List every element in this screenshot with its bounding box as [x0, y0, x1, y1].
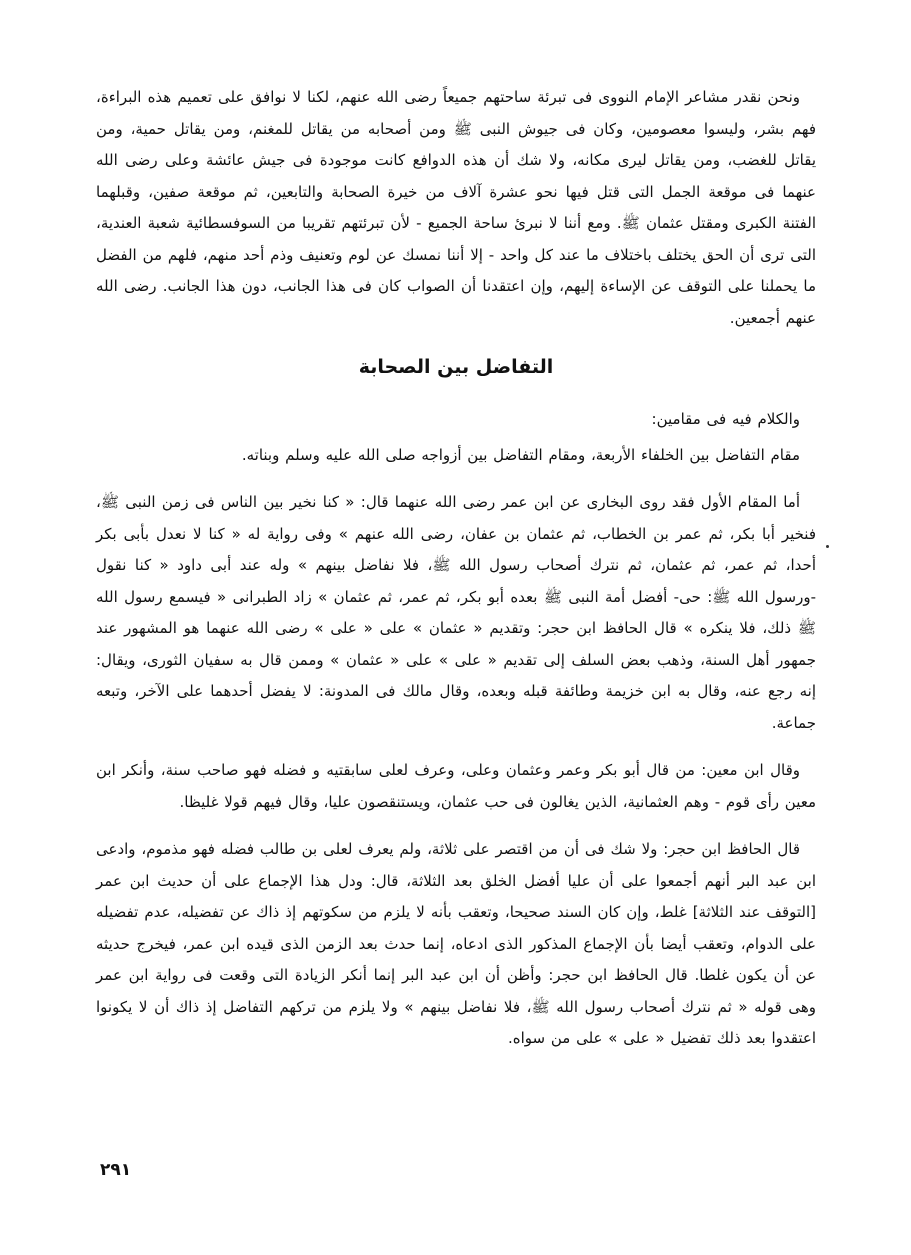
page-number: ٢٩١: [100, 1160, 132, 1180]
page-body: [96, 82, 816, 1071]
section-heading: التفاضل بين الصحابة: [358, 356, 554, 378]
paragraph-first-station: أما المقام الأول فقد روى البخارى عن ابن عمر رضى الله عنهما قال: « كنا نخير بين الناس فى زمن النبى ﷺ، فنخير أبا بكر، ثم عمر بن الخطاب، ثم عثمان بن عفان، رضى الله عنهم » وفى رواية له « كنا لا نعدل بأبى بكر أحدا، ثم عمر، ثم عثمان، ثم نترك أصحاب رسول الله ﷺ، فلا نفاضل بينهم » وله عند أبى داود « كنا نقول -ورسول الله ﷺ: حى- أفضل أمة النبى ﷺ بعده أبو بكر، ثم عمر، ثم عثمان » زاد الطبرانى « فيسمع رسول الله ﷺ ذلك، فلا ينكره » قال الحافظ ابن حجر: وتقديم « عثمان » على « على » رضى الله عنهما هو المشهور عند جمهور أهل السنة، وذهب بعض السلف إلى تقديم « على » على « عثمان » وممن قال به سفيان الثورى، ويقال: إنه رجع عنه، وقال به ابن خزيمة وطائفة قبله وبعده، وقال مالك فى المدونة: لا يفضل أحدهما على الآخر، وتبعه جماعة.: [96, 493, 816, 732]
paragraph-two-stations: مقام التفاضل بين الخلفاء الأربعة، ومقام التفاضل بين أزواجه صلى الله عليه وسلم وبناته.: [241, 445, 800, 464]
paragraph-ibn-maeen: وقال ابن معين: من قال أبو بكر وعمر وعثمان وعلى، وعرف لعلى سابقتيه و فضله فهو صاحب سنة، وأنكر ابن معين رأى قوم - وهم العثمانية، الذين يغالون فى حب عثمان، ويستنقصون عليا، وقال فيهم قولا غليظا.: [96, 761, 816, 811]
paragraph-two-stations-intro: والكلام فيه فى مقامين:: [651, 410, 800, 428]
scan-speck: [826, 545, 829, 548]
paragraph-ibn-hajar: قال الحافظ ابن حجر: ولا شك فى أن من اقتصر على ثلاثة، ولم يعرف لعلى بن طالب فضله فهو مذموم، وادعى ابن عبد البر أنهم أجمعوا على أن عليا أفضل الخلق بعد الثلاثة، قال: ودل هذا الإجماع على أن حديث ابن عمر [التوقف عند الثلاثة] غلط، وإن كان السند صحيحا، وتعقب بأنه لا يلزم من سكوتهم إذ ذاك عن تفضيله، عدم تفضيله على الدوام، وتعقب أيضا بأن الإجماع المذكور الذى ادعاه، إنما حدث بعد الزمن الذى قيده ابن عمر، فيخرج حديثه عن أن يكون غلطا. قال الحافظ ابن حجر: وأظن أن ابن عبد البر إنما أنكر الزيادة التى وقعت فى رواية ابن عمر وهى قوله « ثم نترك أصحاب رسول الله ﷺ، فلا نفاضل بينهم » ولا يلزم من تركهم التفاضل إذ ذاك أن لا يكونوا اعتقدوا بعد ذلك تفضيل « على » على من سواه.: [96, 840, 816, 1047]
paragraph-imam-nawawi: ونحن نقدر مشاعر الإمام النووى فى تبرئة ساحتهم جميعاً رضى الله عنهم، لكنا لا نوافق على تعميم هذه البراءة، فهم بشر، وليسوا معصومين، وكان فى جيوش النبى ﷺ ومن أصحابه من يقاتل للمغنم، ومن يقاتل حمية، ومن يقاتل للغضب، ومن يقاتل ليرى مكانه، ولا شك أن هذه الدوافع كانت موجودة فى جيش عائشة وعلى رضى الله عنهما فى موقعة الجمل التى قتل فيها نحو عشرة آلاف من خيرة الصحابة والتابعين، ثم موقعة صفين، وقبلهما الفتنة الكبرى ومقتل عثمان ﷺ. ومع أننا لا نبرئ ساحة الجميع - لأن تبرئتهم تقريبا من السوفسطائية شعبة العندية، التى ترى أن الحق يختلف باختلاف ما عند كل واحد - إلا أننا نمسك عن لوم وتعنيف وذم أحد منهم، فلهم من الفضل ما يحملنا على التوقف عن الإساءة إليهم، وإن اعتقدنا أن الصواب كان فى هذا الجانب، دون هذا الجانب. رضى الله عنهم أجمعين.: [96, 88, 816, 327]
